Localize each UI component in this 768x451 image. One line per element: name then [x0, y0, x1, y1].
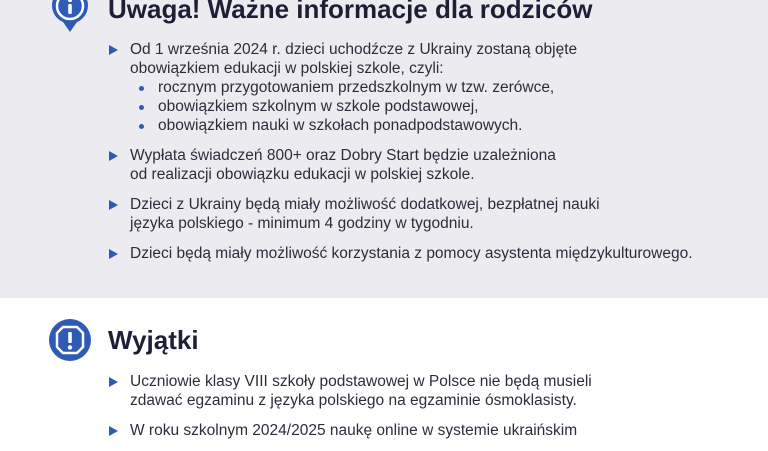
sub-list-item: rocznym przygotowaniem przedszkolnym w tzw. zerówce, [130, 78, 693, 97]
exceptions-section [0, 298, 768, 439]
list-item: Uczniowie klasy VIII szkoły podstawowej w Polsce nie będą musieli zdawać egzaminu z języka polskiego na egzaminie ósmoklasisty. [108, 372, 592, 410]
exclamation-icon [49, 319, 91, 361]
section-heading: Wyjątki [108, 325, 199, 355]
sub-list-item: obowiązkiem szkolnym w szkole podstawowej, [130, 97, 693, 116]
dot-bullet-icon [139, 124, 144, 129]
info-bullet-list [108, 40, 693, 274]
exceptions-bullet-list [108, 372, 592, 451]
triangle-bullet-icon [109, 377, 118, 387]
dot-bullet-icon [139, 105, 144, 110]
list-item: Wypłata świadczeń 800+ oraz Dobry Start będzie uzależniona od realizacji obowiązku edukacji w polskiej szkole. [108, 146, 693, 184]
list-item: Dzieci z Ukrainy będą miały możliwość dodatkowej, bezpłatnej nauki języka polskiego - minimum 4 godziny w tygodniu. [108, 195, 693, 233]
list-item: Dzieci będą miały możliwość korzystania z pomocy asystenta międzykulturowego. [108, 244, 693, 263]
triangle-bullet-icon [109, 200, 118, 210]
triangle-bullet-icon [109, 249, 118, 259]
triangle-bullet-icon [109, 151, 118, 161]
dot-bullet-icon [139, 86, 144, 91]
sub-list-item: obowiązkiem nauki w szkołach ponadpodstawowych. [130, 116, 693, 135]
info-icon [50, 0, 90, 32]
triangle-bullet-icon [109, 426, 118, 436]
sub-list [130, 78, 693, 135]
list-item: Od 1 września 2024 r. dzieci uchodźcze z Ukrainy zostaną objęte obowiązkiem edukacji w polskiej szkole, czyli: rocznym przygotowaniem przedszkolnym w tzw. zerówce, obowiązkiem szkolnym w szkole podstawowej, obowiązkiem nauki w szkołach ponadpodstawowych. [108, 40, 693, 135]
list-item: W roku szkolnym 2024/2025 naukę online w systemie ukraińskim [108, 421, 592, 440]
triangle-bullet-icon [109, 45, 118, 55]
section-heading: Uwaga! Ważne informacje dla rodziców [108, 0, 593, 24]
